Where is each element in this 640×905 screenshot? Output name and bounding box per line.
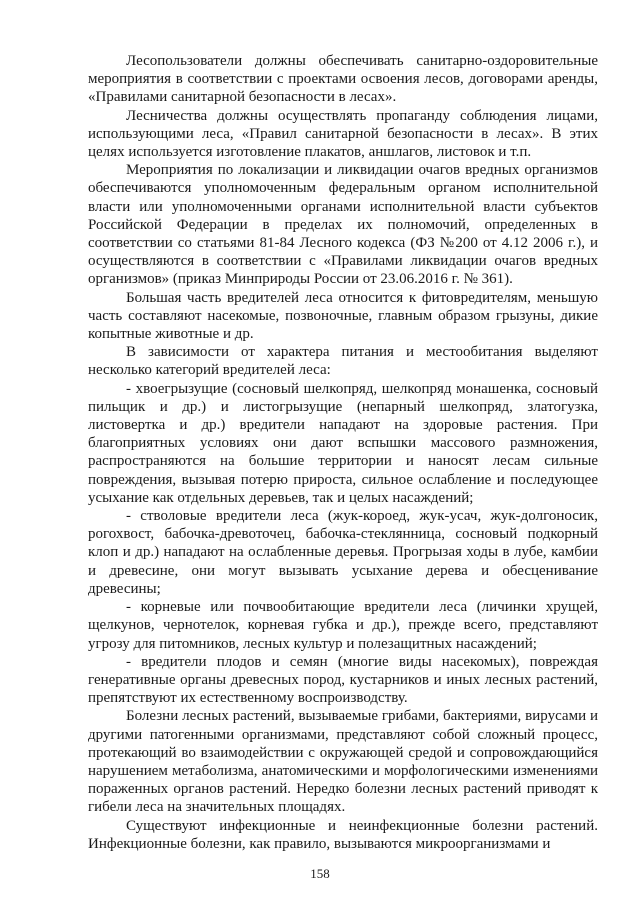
paragraph-3: Мероприятия по локализации и ликвидации очагов вредных организмов обеспечиваются уполномоченным федеральным органом исполнительной власти или уполномоченными органами исполнительной власти субъектов Российской Федерации в пределах их полномочий, определенных в соответствии со статьями 81-84 Лесного кодекса (ФЗ №200 от 4.12 2006 г.), и осуществляются в соответствии с «Правилами ликвидации очагов вредных организмов» (приказ Минприроды России от 23.06.2016 г. № 361).: [88, 162, 598, 288]
list-item-seed-pests: - вредители плодов и семян (многие виды насекомых), повреждая генеративные органы древесных пород, кустарников и иных лесных растений, препятствуют их естественному воспроизводству.: [88, 653, 598, 707]
paragraph-1: Лесопользователи должны обеспечивать санитарно-оздоровительные мероприятия в соответствии с проектами освоения лесов, договорами аренды, «Правилами санитарной безопасности в лесах».: [88, 53, 598, 106]
paragraph-2: Лесничества должны осуществлять пропаганду соблюдения лицами, использующими леса, «Правил санитарной безопасности в лесах». В этих целях используется изготовление плакатов, аншлагов, листовок и т.п.: [88, 107, 598, 161]
page-number: 158: [310, 866, 330, 881]
list-item-stem-pests: - стволовые вредители леса (жук-короед, жук-усач, жук-долгоносик, рогохвост, бабочка-древоточец, бабочка-стеклянница, сосновый подкорный клоп и др.) нападают на ослабленные деревья. Прогрызая ходы в лубе, камбии и древесине, они могут вызывать усыхание дерева и обесценивание древесины;: [88, 508, 598, 597]
paragraph-infectious: Существуют инфекционные и неинфекционные болезни растений. Инфекционные болезни, как правило, вызываются микроорганизмами и: [88, 817, 598, 852]
list-item-needle-leaf-pests: - хвоегрызущие (сосновый шелкопряд, шелкопряд монашенка, сосновый пильщик и др.) и листогрызущие (непарный шелкопряд, златогузка, листовертка и др.) вредители нападают на здоровые растения. При благоприятных условиях они дают вспышки массового размножения, распространяются на большие территории и наносят лесам сильные повреждения, вызывая потерю прироста, сильное ослабление и последующее усыхание как отдельных деревьев, так и целых насаждений;: [88, 380, 598, 506]
list-item-root-pests: - корневые или почвообитающие вредители леса (личинки хрущей, щелкунов, чернотелок, корневая губка и др.), прежде всего, представляют угрозу для питомников, лесных культур и полезащитных насаждений;: [88, 599, 598, 652]
page-body: [88, 52, 598, 853]
paragraph-4: Большая часть вредителей леса относится к фитовредителям, меньшую часть составляют насекомые, позвоночные, главным образом грызуны, дикие копытные животные и др.: [88, 289, 598, 343]
paragraph-diseases: Болезни лесных растений, вызываемые грибами, бактериями, вирусами и другими патогенными организмами, представляют собой сложный процесс, протекающий во взаимодействии с окружающей средой и сопровождающийся нарушением метаболизма, анатомическими и морфологическими изменениями пораженных органов растений. Нередко болезни лесных растений приводят к гибели леса на значительных площадях.: [88, 708, 598, 816]
paragraph-5: В зависимости от характера питания и местообитания выделяют несколько категорий вредителей леса:: [88, 344, 598, 379]
